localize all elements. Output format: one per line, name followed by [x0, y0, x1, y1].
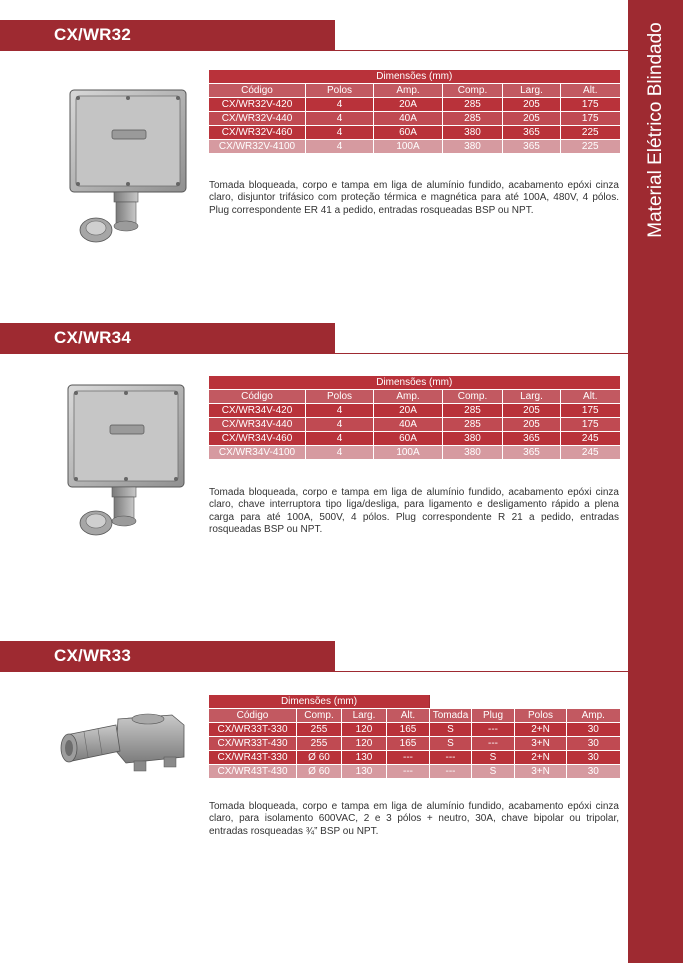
- section-title: CX/WR34: [54, 328, 131, 347]
- table-cell: 380: [443, 446, 503, 460]
- table-cell: 225: [561, 126, 620, 140]
- table-cell: 175: [561, 98, 620, 112]
- table-cell: S: [472, 765, 515, 779]
- product-description: Tomada bloqueada, corpo e tampa em liga de alumínio fundido, acabamento epóxi cinza claro, para isolamento 600VAC, 2 e 3 pólos + neutro, 30A, chave bipolar ou tripolar, entradas rosqueadas ¾” BSP ou NPT.: [209, 801, 619, 837]
- table-cell: 2+N: [515, 751, 567, 765]
- table-cell: 380: [443, 432, 503, 446]
- product-description: Tomada bloqueada, corpo e tampa em liga de alumínio fundido, acabamento epóxi cinza claro, disjuntor trifásico com proteção térmica e magnética para até 100A, 480V, 4 pólos. Plug correspondente ER 41 a pedido, entradas rosqueadas BSP ou NPT.: [209, 180, 619, 216]
- table-cell: 30: [567, 723, 620, 737]
- table-cell: 4: [306, 446, 374, 460]
- table-row: [209, 737, 620, 751]
- spec-table: [208, 376, 620, 460]
- table-cell: Ø 60: [297, 765, 342, 779]
- table-cell: CX/WR32V-440: [209, 112, 306, 126]
- table-cell: 205: [503, 418, 561, 432]
- table-cell: 4: [306, 126, 374, 140]
- section-banner: [0, 323, 335, 354]
- table-cell: 3+N: [515, 765, 567, 779]
- table-cell: ---: [387, 765, 430, 779]
- table-row: [209, 446, 620, 460]
- col-header: Larg.: [503, 84, 561, 98]
- table-cell: 4: [306, 112, 374, 126]
- table-title: Dimensões (mm): [209, 70, 620, 84]
- table-cell: 205: [503, 404, 561, 418]
- table-cell: 380: [443, 140, 503, 154]
- col-header: Larg.: [503, 390, 561, 404]
- col-header: Alt.: [561, 84, 620, 98]
- table-row: [209, 418, 620, 432]
- section-cx-wr33: [0, 641, 628, 871]
- table-cell: 175: [561, 418, 620, 432]
- table-cell: 285: [443, 404, 503, 418]
- table-cell: 130: [342, 751, 387, 765]
- table-title: Dimensões (mm): [209, 376, 620, 390]
- table-cell: 175: [561, 404, 620, 418]
- table-cell: S: [430, 737, 472, 751]
- section-title: CX/WR33: [54, 646, 131, 665]
- table-cell: CX/WR34V-4100: [209, 446, 306, 460]
- table-cell: 100A: [374, 446, 443, 460]
- table-cell: CX/WR32V-420: [209, 98, 306, 112]
- table-cell: 4: [306, 418, 374, 432]
- enclosure-photo: [60, 381, 192, 541]
- section-banner: [0, 20, 335, 51]
- section-banner: [0, 641, 335, 672]
- table-cell: 120: [342, 723, 387, 737]
- table-title: Dimensões (mm): [209, 695, 430, 709]
- table-cell: 255: [297, 723, 342, 737]
- table-cell: 3+N: [515, 737, 567, 751]
- table-cell: 165: [387, 737, 430, 751]
- table-cell: 60A: [374, 432, 443, 446]
- section-cx-wr32: [0, 20, 628, 300]
- table-cell: 2+N: [515, 723, 567, 737]
- table-cell: 130: [342, 765, 387, 779]
- spec-table: [208, 70, 620, 154]
- section-cx-wr34: [0, 323, 628, 613]
- table-cell: 4: [306, 404, 374, 418]
- table-cell: S: [472, 751, 515, 765]
- table-cell: 365: [503, 446, 561, 460]
- table-cell: 4: [306, 432, 374, 446]
- table-cell: 20A: [374, 404, 443, 418]
- table-cell: ---: [472, 723, 515, 737]
- table-cell: 225: [561, 140, 620, 154]
- table-row: [209, 765, 620, 779]
- col-header: Amp.: [567, 709, 620, 723]
- sidebar-title: Material Elétrico Blindado: [645, 22, 666, 238]
- table-cell: 365: [503, 126, 561, 140]
- table-cell: 4: [306, 140, 374, 154]
- table-cell: ---: [472, 737, 515, 751]
- table-cell: 20A: [374, 98, 443, 112]
- socket-photo: [56, 705, 190, 775]
- table-row: [209, 404, 620, 418]
- table-row: [209, 126, 620, 140]
- table-row: [209, 98, 620, 112]
- table-cell: 30: [567, 751, 620, 765]
- banner-rule: [335, 353, 628, 354]
- banner-rule: [335, 671, 628, 672]
- table-cell: ---: [430, 751, 472, 765]
- col-header: Larg.: [342, 709, 387, 723]
- table-cell: 365: [503, 432, 561, 446]
- table-cell: 245: [561, 432, 620, 446]
- table-cell: CX/WR34V-440: [209, 418, 306, 432]
- table-cell: 30: [567, 737, 620, 751]
- banner-rule: [335, 50, 628, 51]
- table-cell: 40A: [374, 112, 443, 126]
- table-cell: 255: [297, 737, 342, 751]
- col-header: Comp.: [297, 709, 342, 723]
- table-cell: 30: [567, 765, 620, 779]
- table-row: [209, 432, 620, 446]
- col-header: Código: [209, 84, 306, 98]
- table-cell: CX/WR33T-330: [209, 723, 297, 737]
- col-header: Polos: [306, 84, 374, 98]
- table-cell: CX/WR34V-460: [209, 432, 306, 446]
- table-title-blank: [430, 695, 620, 709]
- table-cell: ---: [387, 751, 430, 765]
- table-cell: 60A: [374, 126, 443, 140]
- table-cell: 205: [503, 112, 561, 126]
- table-cell: Ø 60: [297, 751, 342, 765]
- col-header: Alt.: [561, 390, 620, 404]
- enclosure-photo: [62, 86, 194, 246]
- table-cell: 175: [561, 112, 620, 126]
- col-header: Código: [209, 390, 306, 404]
- col-header: Alt.: [387, 709, 430, 723]
- col-header: Polos: [306, 390, 374, 404]
- table-cell: 40A: [374, 418, 443, 432]
- table-cell: CX/WR34V-420: [209, 404, 306, 418]
- table-cell: 365: [503, 140, 561, 154]
- table-cell: 100A: [374, 140, 443, 154]
- col-header: Plug: [472, 709, 515, 723]
- table-cell: 245: [561, 446, 620, 460]
- col-header: Comp.: [443, 84, 503, 98]
- section-title: CX/WR32: [54, 25, 131, 44]
- col-header: Amp.: [374, 390, 443, 404]
- table-row: [209, 140, 620, 154]
- table-cell: 120: [342, 737, 387, 751]
- table-cell: ---: [430, 765, 472, 779]
- col-header: Código: [209, 709, 297, 723]
- table-row: [209, 723, 620, 737]
- col-header: Comp.: [443, 390, 503, 404]
- table-cell: CX/WR32V-460: [209, 126, 306, 140]
- table-cell: 165: [387, 723, 430, 737]
- col-header: Polos: [515, 709, 567, 723]
- table-cell: CX/WR33T-430: [209, 737, 297, 751]
- table-row: [209, 751, 620, 765]
- table-cell: 205: [503, 98, 561, 112]
- table-cell: 285: [443, 98, 503, 112]
- table-cell: CX/WR32V-4100: [209, 140, 306, 154]
- product-description: Tomada bloqueada, corpo e tampa em liga de alumínio fundido, acabamento epóxi cinza claro, chave interruptora tipo liga/desliga, para ligamento e desligamento rápido a plena carga para até 100A, 500V, 4 pólos. Plug correspondente R 21 a pedido, entradas rosqueadas BSP ou NPT.: [209, 487, 619, 536]
- table-cell: CX/WR43T-330: [209, 751, 297, 765]
- table-cell: CX/WR43T-430: [209, 765, 297, 779]
- table-cell: S: [430, 723, 472, 737]
- table-row: [209, 112, 620, 126]
- table-cell: 4: [306, 98, 374, 112]
- table-cell: 285: [443, 112, 503, 126]
- table-cell: 380: [443, 126, 503, 140]
- table-cell: 285: [443, 418, 503, 432]
- spec-table: [208, 695, 620, 779]
- col-header: Tomada: [430, 709, 472, 723]
- col-header: Amp.: [374, 84, 443, 98]
